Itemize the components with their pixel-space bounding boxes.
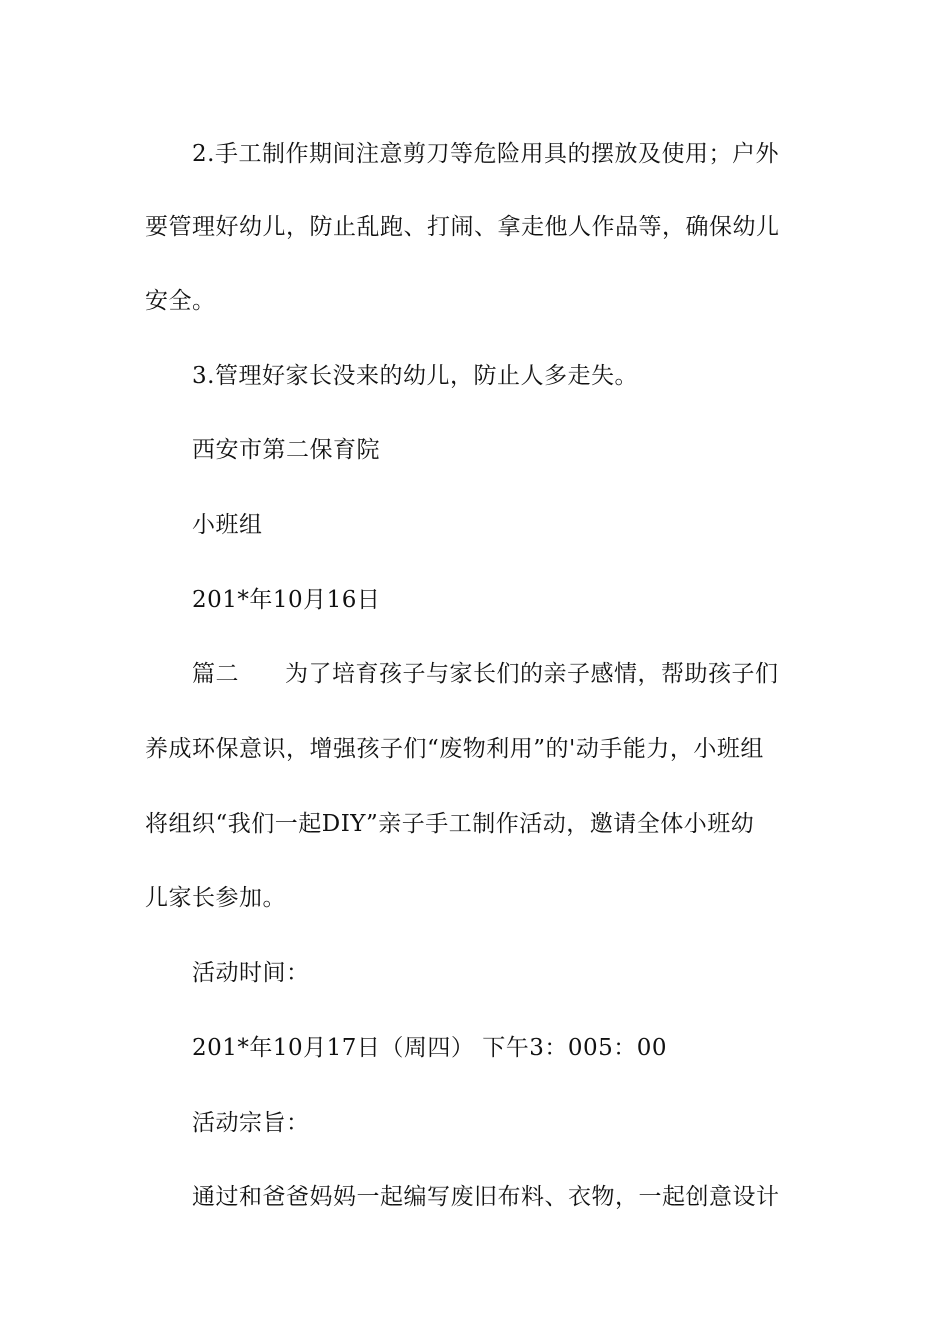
paragraph-line: 养成环保意识，增强孩子们“废物利用”的'动手能力，小班组 [145, 736, 764, 762]
document-date: 201*年10月16日 [192, 587, 381, 613]
paragraph-line: 3.管理好家长没来的幼儿，防止人多走失。 [192, 363, 638, 389]
activity-time-label: 活动时间： [192, 960, 310, 986]
activity-purpose-label: 活动宗旨： [192, 1110, 310, 1136]
section-line [192, 659, 779, 689]
activity-time-value: 201*年10月17日（周四） 下午3：005：00 [192, 1035, 668, 1061]
group-name: 小班组 [192, 512, 263, 538]
paragraph-line: 通过和爸爸妈妈一起编写废旧布料、衣物，一起创意设计 [192, 1184, 780, 1210]
paragraph-text: 为了培育孩子与家长们的亲子感情，帮助孩子们 [285, 661, 779, 687]
paragraph-line: 将组织“我们一起DIY”亲子手工制作活动，邀请全体小班幼 [145, 811, 755, 837]
paragraph-line: 安全。 [145, 288, 216, 314]
paragraph-line: 要管理好幼儿，防止乱跑、打闹、拿走他人作品等，确保幼儿 [145, 214, 780, 240]
section-heading: 篇二 [192, 661, 239, 687]
organization-name: 西安市第二保育院 [192, 437, 380, 463]
paragraph-line: 2.手工制作期间注意剪刀等危险用具的摆放及使用；户外 [192, 141, 779, 167]
paragraph-line: 儿家长参加。 [145, 885, 286, 911]
